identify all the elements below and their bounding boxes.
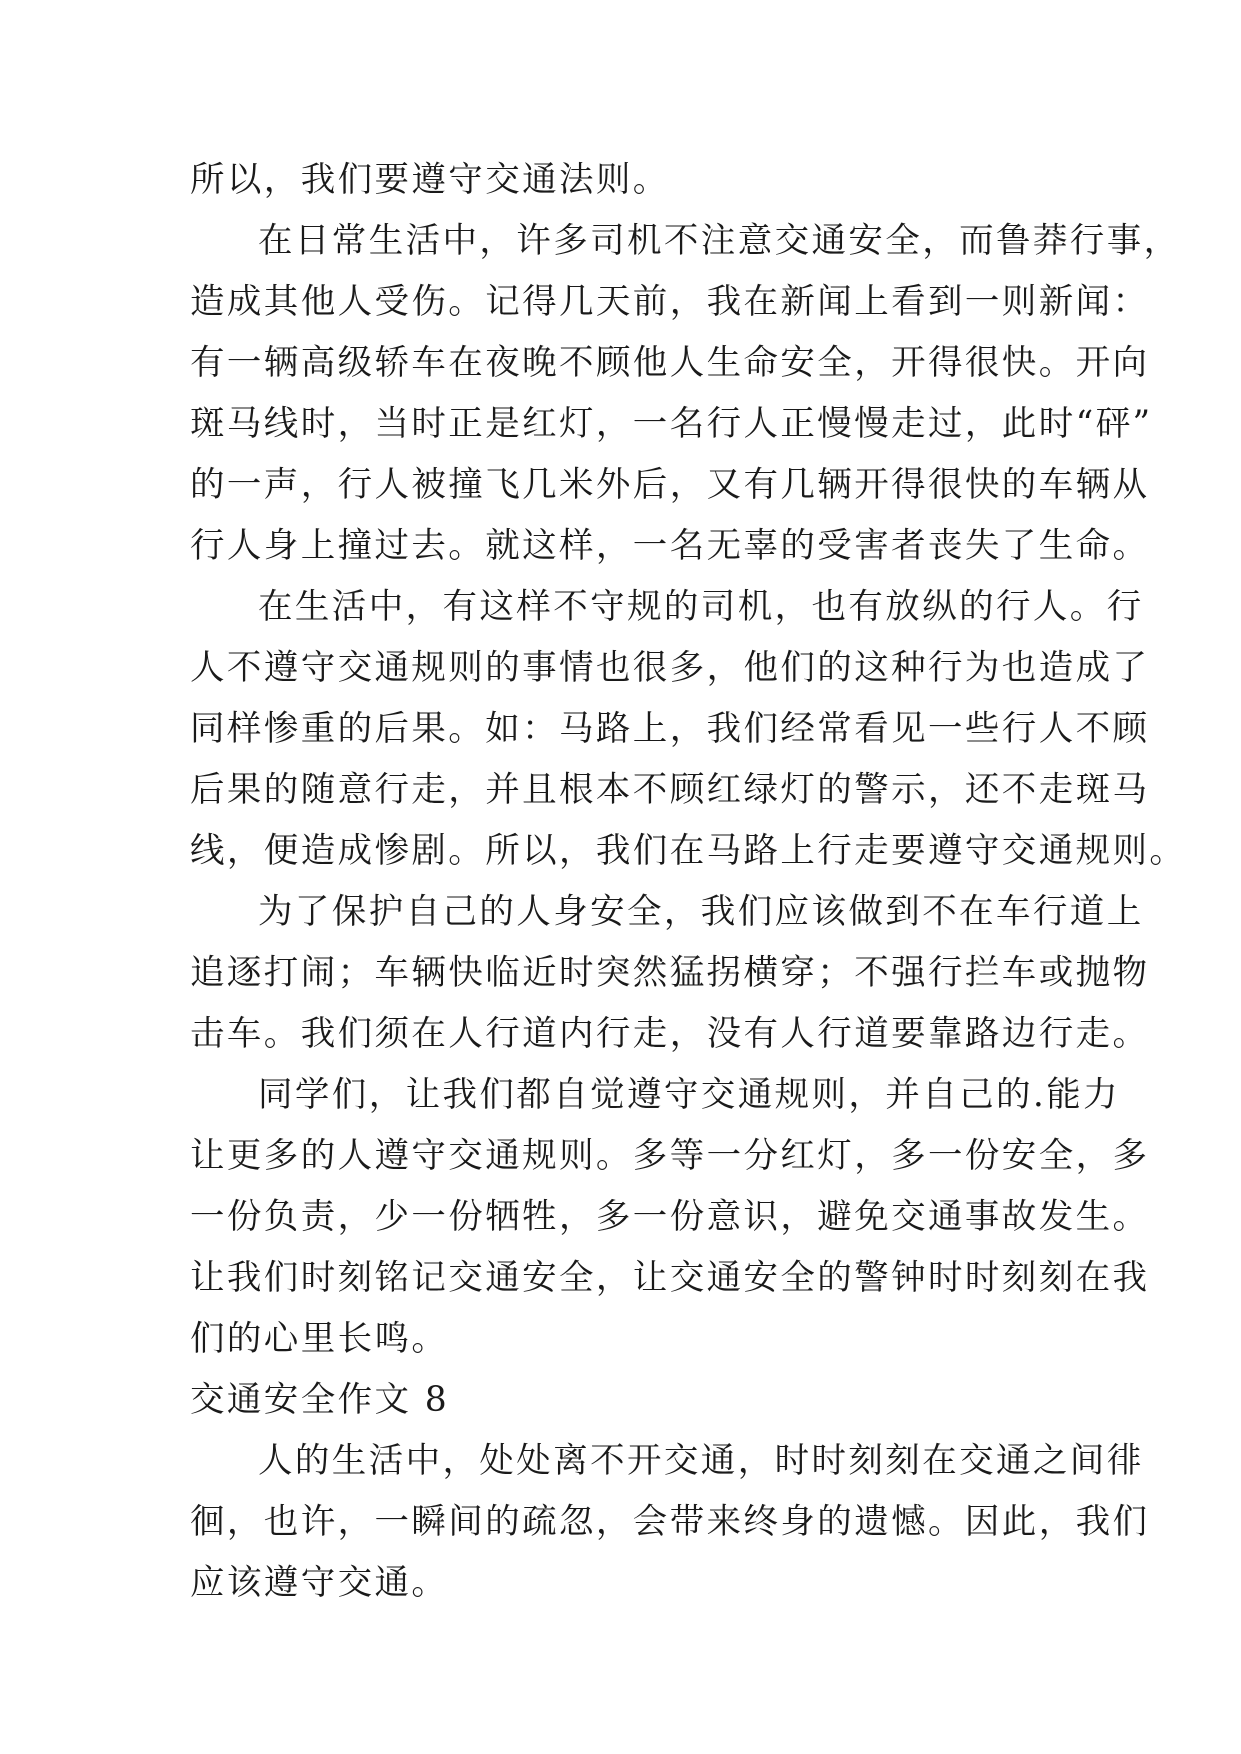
section-heading: 交通安全作文 8 <box>190 1380 450 1420</box>
text-line: 一份负责，少一份牺牲，多一份意识，避免交通事故发生。 <box>190 1197 1150 1237</box>
text-line: 造成其他人受伤。记得几天前，我在新闻上看到一则新闻： <box>190 282 1150 322</box>
essay-body <box>190 150 1187 1614</box>
text-line: 徊，也许，一瞬间的疏忽，会带来终身的遗憾。因此，我们 <box>190 1502 1150 1542</box>
text-line: 后果的随意行走，并且根本不顾红绿灯的警示，还不走斑马 <box>190 770 1150 810</box>
text-line: 击车。我们须在人行道内行走，没有人行道要靠路边行走。 <box>190 1014 1150 1054</box>
text-line: 有一辆高级轿车在夜晚不顾他人生命安全，开得很快。开向 <box>190 343 1150 383</box>
text-line: 的一声，行人被撞飞几米外后，又有几辆开得很快的车辆从 <box>190 465 1150 505</box>
text-line: 让更多的人遵守交通规则。多等一分红灯，多一份安全，多 <box>190 1136 1150 1176</box>
text-line: 们的心里长鸣。 <box>190 1319 449 1359</box>
text-line: 让我们时刻铭记交通安全，让交通安全的警钟时时刻刻在我 <box>190 1258 1150 1298</box>
text-line: 行人身上撞过去。就这样，一名无辜的受害者丧失了生命。 <box>190 526 1150 566</box>
text-line: 应该遵守交通。 <box>190 1563 449 1603</box>
text-line: 线，便造成惨剧。所以，我们在马路上行走要遵守交通规则。 <box>190 831 1187 871</box>
text-line: 人不遵守交通规则的事情也很多，他们的这种行为也造成了 <box>190 648 1150 688</box>
text-line: 斑马线时，当时正是红灯，一名行人正慢慢走过，此时“砰” <box>190 404 1153 444</box>
paragraph-start-line: 在生活中，有这样不守规的司机，也有放纵的行人。行 <box>258 587 1144 627</box>
paragraph-start-line: 在日常生活中，许多司机不注意交通安全，而鲁莽行事， <box>258 221 1181 261</box>
paragraph-start-line: 人的生活中，处处离不开交通，时时刻刻在交通之间徘 <box>258 1441 1144 1481</box>
paragraph-start-line: 为了保护自己的人身安全，我们应该做到不在车行道上 <box>258 892 1144 932</box>
text-line: 追逐打闹；车辆快临近时突然猛拐横穿；不强行拦车或抛物 <box>190 953 1150 993</box>
paragraph-start-line: 同学们，让我们都自觉遵守交通规则，并自己的.能力 <box>258 1075 1121 1115</box>
text-line: 所以，我们要遵守交通法则。 <box>190 160 670 200</box>
text-line: 同样惨重的后果。如：马路上，我们经常看见一些行人不顾 <box>190 709 1150 749</box>
